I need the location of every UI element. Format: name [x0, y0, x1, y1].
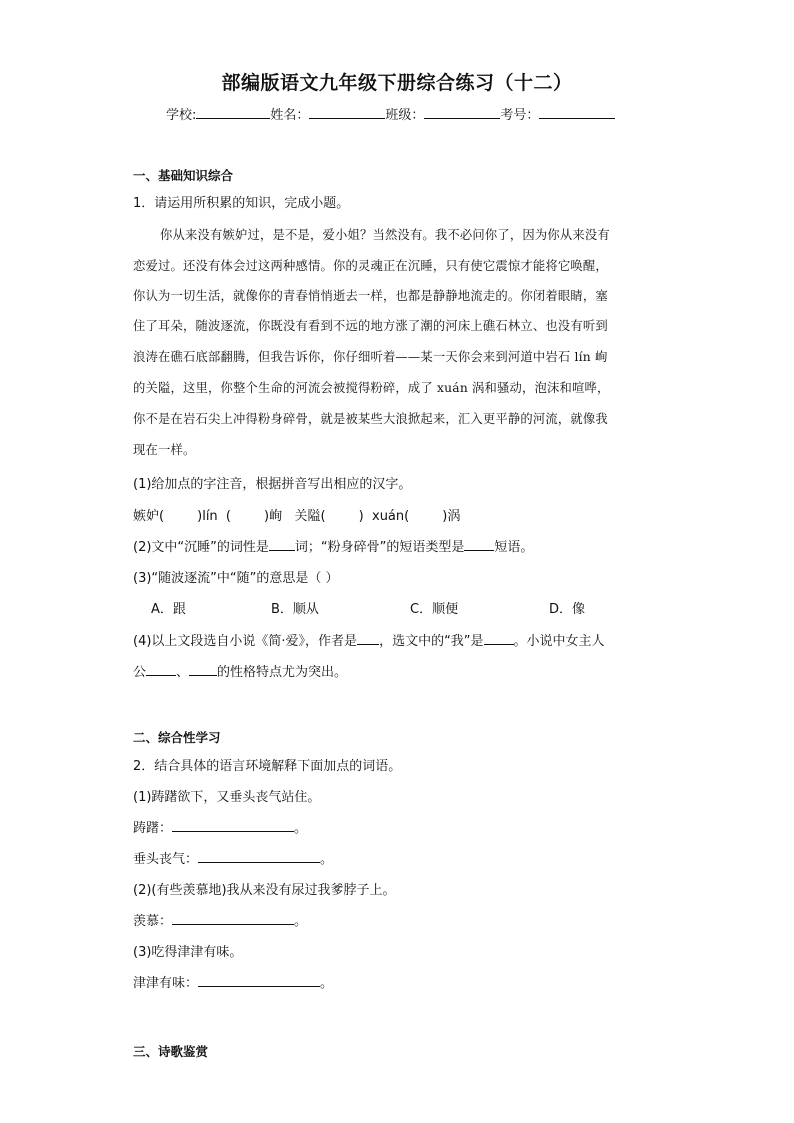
- answer-blank[interactable]: [189, 663, 217, 676]
- passage-line: 住了耳朵，随波逐流，你既没有看到不远的地方涨了潮的河床上礁石林立、也没有听到: [133, 319, 608, 333]
- sub4-text-e: 、: [176, 665, 190, 680]
- sub4-text-c: 。小说中女主人: [513, 634, 605, 649]
- section-3-heading: 三、诗歌鉴赏: [133, 1044, 209, 1059]
- sentence-3: (3)吃得津津有味。: [133, 945, 243, 960]
- period: 。: [294, 821, 308, 836]
- answer-blank[interactable]: [269, 538, 295, 551]
- passage-line: 你从来没有嫉妒过，是不是，爱小姐？当然没有。我不必问你了，因为你从来没有: [160, 228, 610, 242]
- class-blank[interactable]: [424, 106, 500, 119]
- sentence-2: (2)(有些羡慕地)我从来没有尿过我爹脖子上。: [133, 883, 396, 898]
- answer-blank[interactable]: [464, 538, 494, 551]
- sub-question-2: [133, 536, 533, 555]
- sub2-text-a: (2)文中“沉睡”的词性是: [133, 540, 269, 555]
- sub-question-3: (3)“随波逐流”中“随”的意思是（ ）: [133, 571, 339, 586]
- q2-stem: 2．结合具体的语言环境解释下面加点的词语。: [133, 759, 402, 774]
- number-blank[interactable]: [539, 106, 615, 119]
- sub4-text-f: 的性格特点尤为突出。: [217, 665, 348, 680]
- sub-question-1: (1)给加点的字注音，根据拼音写出相应的汉字。: [133, 477, 412, 492]
- option-d[interactable]: D．像: [549, 602, 586, 617]
- option-c[interactable]: C．顺便: [410, 602, 459, 617]
- answer-blank[interactable]: [172, 819, 294, 832]
- option-b[interactable]: B．顺从: [271, 602, 319, 617]
- answer-row: [133, 817, 307, 836]
- school-label: 学校:: [166, 108, 197, 123]
- answer-blank[interactable]: [172, 912, 294, 925]
- passage-line: 的关隘，这里，你整个生命的河流会被搅得粉碎，成了 xuán 涡和骚动，泡沫和喧哗，: [133, 381, 610, 395]
- answer-blank[interactable]: [198, 850, 320, 863]
- option-a[interactable]: A．跟: [151, 602, 186, 617]
- name-label: 姓名：: [270, 108, 310, 123]
- sub4-text-b: ，选文中的“我”是: [379, 634, 484, 649]
- sub-question-4: [133, 630, 605, 649]
- period: 。: [320, 852, 334, 867]
- sub4-text-d: 公: [133, 665, 147, 680]
- section-1-heading: 一、基础知识综合: [133, 168, 234, 183]
- school-blank[interactable]: [196, 106, 270, 119]
- sentence-1: (1)踌躇欲下，又垂头丧气站住。: [133, 790, 321, 805]
- answer-row: [133, 848, 333, 867]
- class-label: 班级：: [385, 108, 425, 123]
- term-label: 踌躇：: [133, 821, 173, 836]
- answer-blank[interactable]: [146, 663, 176, 676]
- answer-blank[interactable]: [357, 632, 379, 645]
- answer-blank[interactable]: [198, 974, 320, 987]
- number-label: 考号：: [500, 108, 540, 123]
- pinyin-fill-row[interactable]: 嫉妒( )lín ( )峋 关隘( ) xuán( )涡: [133, 509, 461, 524]
- section-2-heading: 二、综合性学习: [133, 730, 221, 745]
- student-info-line: [166, 104, 615, 123]
- q1-stem: 1．请运用所积累的知识，完成小题。: [133, 196, 350, 211]
- sub2-text-c: 短语。: [494, 540, 534, 555]
- answer-row: [133, 910, 307, 929]
- term-label: 羡慕：: [133, 914, 173, 929]
- passage-line: 你不是在岩石尖上冲得粉身碎骨，就是被某些大浪掀起来，汇入更平静的河流，就像我: [133, 412, 608, 426]
- period: 。: [320, 976, 334, 991]
- passage-line: 恋爱过。还没有体会过这两种感情。你的灵魂正在沉睡，只有使它震惊才能将它唤醒，: [133, 259, 608, 273]
- sub-question-4-cont: [133, 661, 347, 680]
- passage-line: 浪涛在礁石底部翻腾，但我告诉你，你仔细听着——某一天你会来到河道中岩石 lín 峋: [133, 350, 608, 364]
- page-title: 部编版语文九年级下册综合练习（十二）: [221, 72, 573, 94]
- sub4-text-a: (4)以上文段选自小说《简·爱》，作者是: [133, 634, 358, 649]
- answer-blank[interactable]: [484, 632, 514, 645]
- name-blank[interactable]: [309, 106, 385, 119]
- term-label: 垂头丧气：: [133, 852, 199, 867]
- sub2-text-b: 词；“粉身碎骨”的短语类型是: [294, 540, 465, 555]
- passage-line: 现在一样。: [133, 443, 196, 457]
- period: 。: [294, 914, 308, 929]
- passage-line: 你认为一切生活，就像你的青春悄悄逝去一样，也都是静静地流走的。你闭着眼睛，塞: [133, 289, 608, 303]
- term-label: 津津有味：: [133, 976, 199, 991]
- answer-row: [133, 972, 333, 991]
